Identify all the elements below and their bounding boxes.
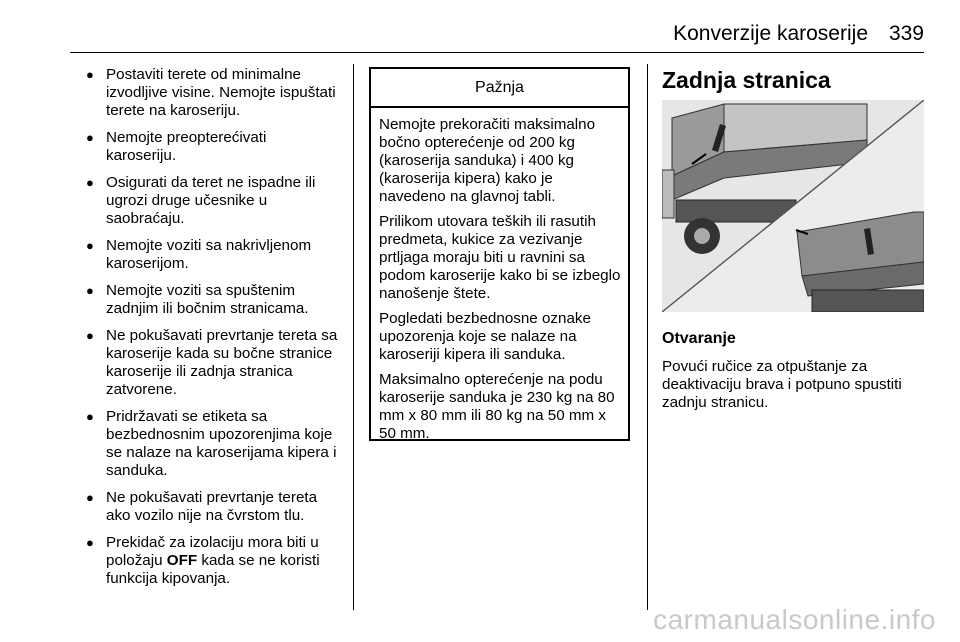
page-title: Konverzije karoserije	[673, 22, 868, 45]
section-heading: Zadnja stranica	[662, 67, 831, 93]
bullet-icon: ●	[86, 409, 94, 424]
list-item: ● Osigurati da teret ne ispadne ili ugrozi druge učesnike u saobraćaju.	[86, 174, 316, 227]
bullet-icon: ●	[86, 238, 94, 253]
bullet-icon: ●	[86, 130, 94, 145]
instruction-paragraph: Povući ručice za otpuštanje za deaktivaciju brava i potpuno spustiti zadnju stranicu.	[662, 358, 902, 411]
right-column	[662, 66, 924, 94]
page-number: 339	[888, 22, 924, 45]
bullet-list	[78, 66, 340, 588]
tailgate-illustration	[662, 100, 924, 312]
list-item: ● Ne pokušavati prevrtanje tereta sa karoserije kada su bočne stranice karoserije ili zadnja stranica zatvorene.	[86, 327, 338, 398]
watermark: carmanualsonline.info	[653, 604, 936, 635]
column-divider-left	[353, 64, 354, 610]
caution-paragraph: Pogledati bezbednosne oznake upozorenja koje se nalaze na karoseriji kipera ili sanduka.	[379, 310, 591, 363]
caution-box	[369, 67, 630, 441]
list-item: ● Nemojte preopterećivati karoseriju.	[86, 129, 267, 164]
caution-paragraph: Nemojte prekoračiti maksimalno bočno opterećenje od 200 kg (karoserija sanduka) i 400 kg (karoserija kipera) kako je navedeno na glavnoj tabli.	[379, 116, 596, 205]
bullet-icon: ●	[86, 328, 94, 343]
left-column	[78, 66, 340, 597]
header-rule	[70, 52, 924, 53]
subsection-heading: Otvaranje	[662, 330, 736, 347]
list-item: ● Ne pokušavati prevrtanje tereta ako vozilo nije na čvrstom tlu.	[86, 489, 318, 524]
caution-body	[371, 108, 628, 443]
caution-paragraph: Maksimalno opterećenje na podu karoserije sanduka je 230 kg na 80 mm x 80 mm ili 80 kg na 50 mm x 50 mm.	[379, 371, 615, 442]
caution-heading: Pažnja	[371, 69, 628, 108]
page-header	[70, 22, 924, 48]
column-divider-right	[647, 64, 648, 610]
off-label: OFF	[166, 552, 198, 569]
caution-paragraph: Prilikom utovara teških ili rasutih predmeta, kukice za vezivanje prtljaga moraju biti u ravnini sa podom karoserije kako bi se izbeglo nanošenje štete.	[379, 213, 621, 302]
bullet-icon: ●	[86, 535, 94, 550]
bullet-icon: ●	[86, 490, 94, 505]
bullet-icon: ●	[86, 283, 94, 298]
list-item: ● Prekidač za izolaciju mora biti u položaju OFF kada se ne koristi funkcija kipovanja.	[86, 534, 320, 587]
list-item: ● Nemojte voziti sa nakrivljenom karoserijom.	[86, 237, 312, 272]
bullet-icon: ●	[86, 175, 94, 190]
list-item: ● Pridržavati se etiketa sa bezbednosnim upozorenjima koje se nalaze na karoserijama kipera i sanduka.	[86, 408, 337, 479]
list-item: ● Nemojte voziti sa spuštenim zadnjim ili bočnim stranicama.	[86, 282, 309, 317]
bullet-icon: ●	[86, 67, 94, 82]
list-item: ● Postaviti terete od minimalne izvodljive visine. Nemojte ispuštati terete na karoseriju.	[86, 66, 336, 119]
